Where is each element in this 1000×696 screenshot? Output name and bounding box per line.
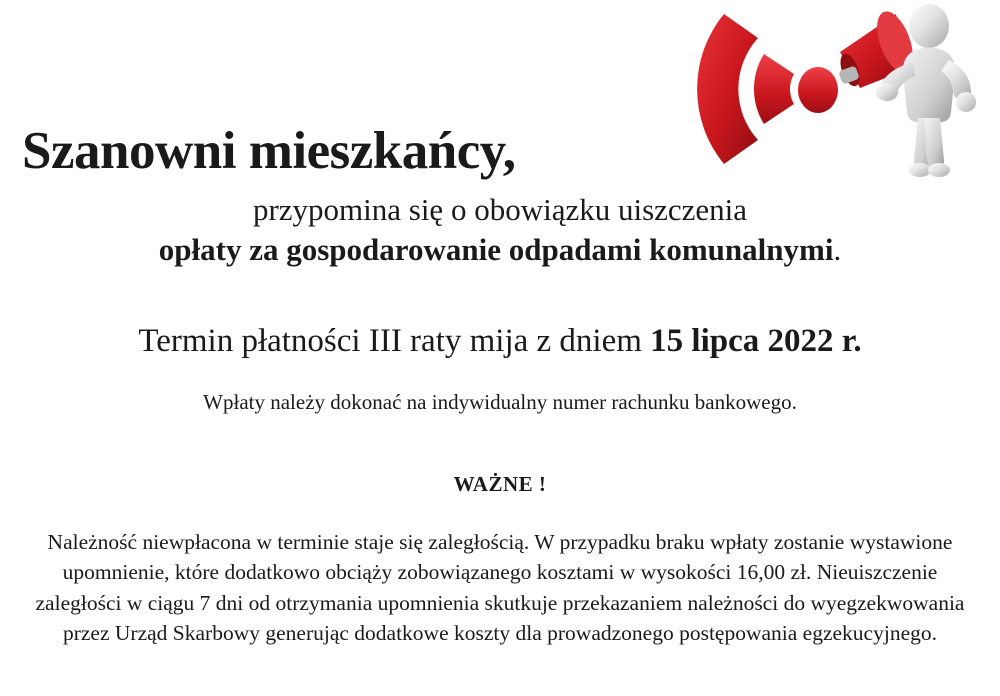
page-title: Szanowni mieszkańcy, — [22, 121, 516, 180]
megaphone-announcement-icon — [690, 0, 990, 185]
deadline-date: 15 lipca 2022 r. — [650, 323, 862, 359]
intro-line-2-period: . — [833, 231, 842, 267]
important-heading: WAŻNE ! — [453, 472, 547, 496]
payment-instruction: Wpłaty należy dokonać na indywidualny numer rachunku bankowego. — [203, 390, 797, 414]
intro-line-1: przypomina się o obowiązku uiszczenia — [252, 192, 748, 227]
important-body-text: Należność niewpłacona w terminie staje się zaległością. W przypadku braku wpłaty zostanie wystawione upomnienie, które dodatkowo obciąży zobowiązanego kosztami w wysokości 16,00 zł. Nieuiszczenie zaległości w ciągu 7 dni od otrzymania upomnienia skutkuje przekazaniem należności do wyegzekwowania przez Urząd Skarbowy generując dodatkowe koszty dla prowadzonego postępowania egzekucyjnego. — [35, 529, 965, 646]
deadline-prefix: Termin płatności III raty mija z dniem — [138, 323, 651, 359]
sound-wave-dot — [798, 67, 838, 113]
figure-foot-right — [928, 163, 950, 177]
intro-line-2 — [0, 230, 1000, 270]
figure-foot-left — [909, 163, 931, 177]
deadline-statement — [0, 322, 1000, 362]
sound-wave-middle — [754, 54, 794, 124]
intro-line-2-text: opłaty za gospodarowanie odpadami komunalnymi — [158, 231, 834, 267]
intro-block — [0, 190, 1000, 269]
figure-hand-left — [876, 83, 898, 101]
figure-hand-right — [956, 92, 976, 112]
figure-head — [909, 4, 949, 48]
sound-wave-outer — [697, 14, 758, 164]
figure-body — [903, 48, 955, 123]
